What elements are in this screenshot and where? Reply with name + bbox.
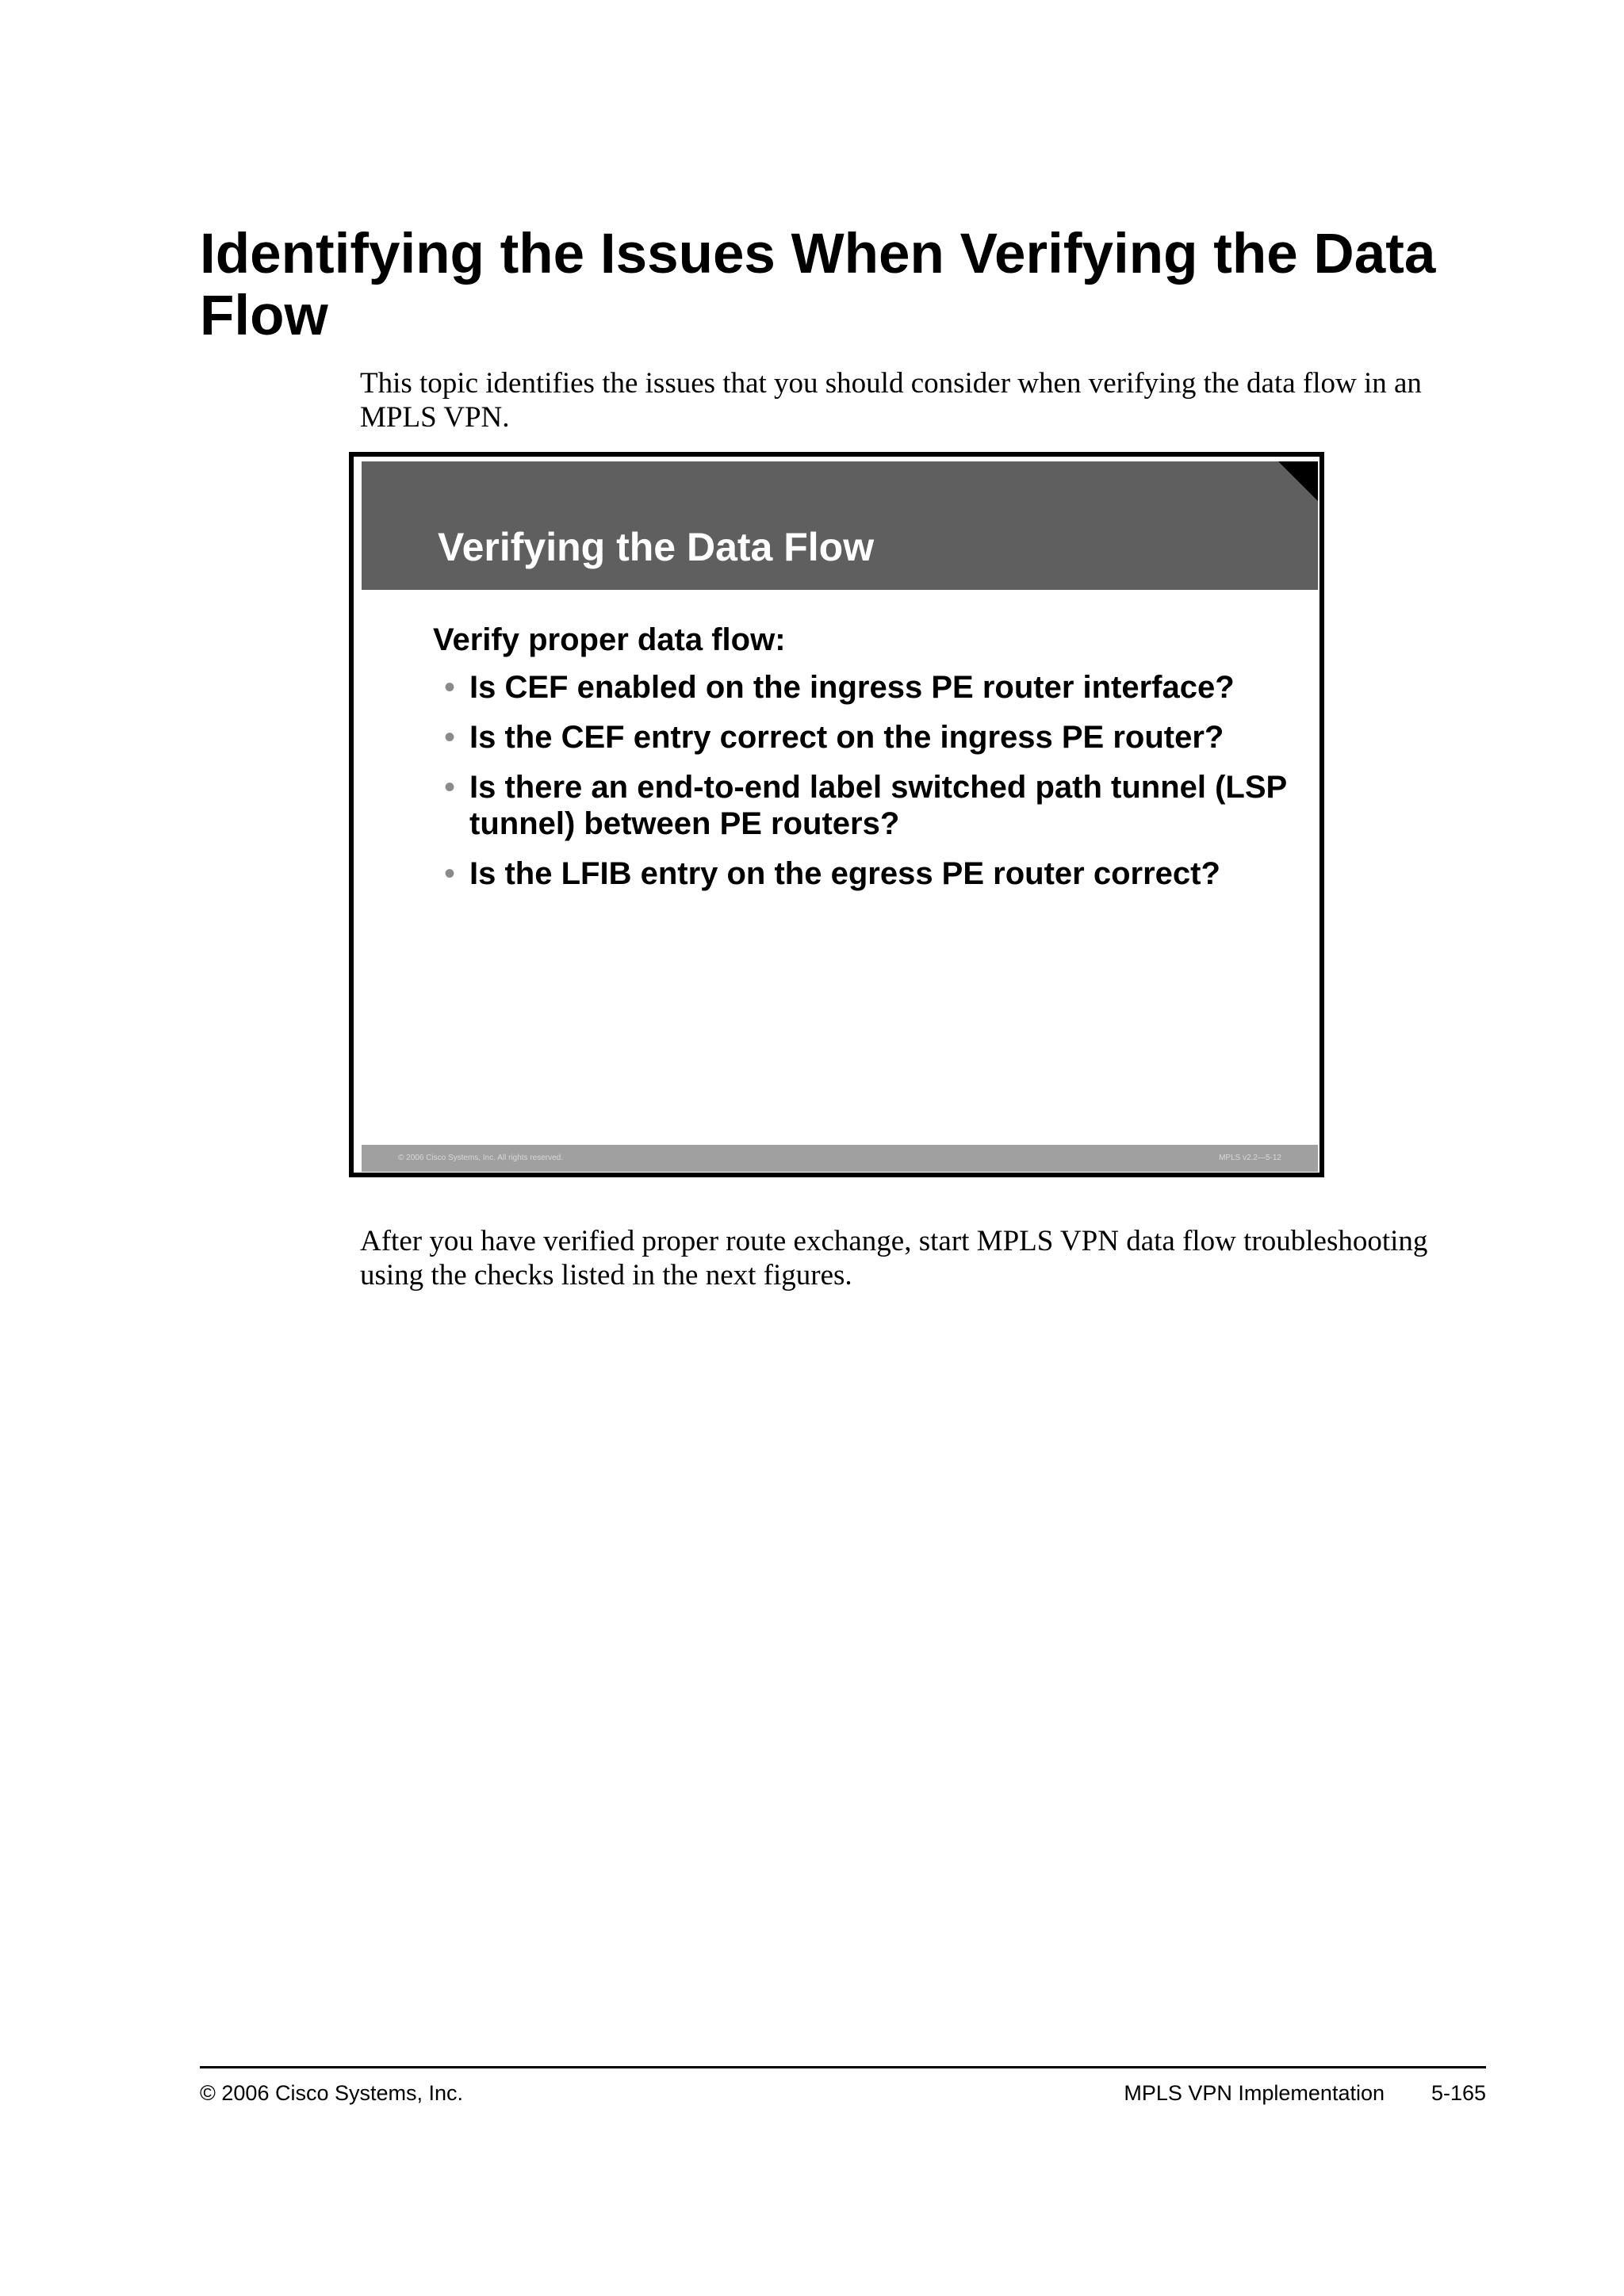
bullet-list xyxy=(433,669,1289,892)
slide-heading: Verify proper data flow: xyxy=(433,622,786,657)
page-title: Identifying the Issues When Verifying the Data Flow xyxy=(200,223,1436,347)
slide-figure xyxy=(349,452,1324,1177)
slide-footer-copyright: © 2006 Cisco Systems, Inc. All rights reserved. xyxy=(398,1154,564,1162)
slide-footer-id: MPLS v2.2—5-12 xyxy=(1219,1154,1281,1162)
bullet-item xyxy=(433,855,1289,892)
outro-paragraph: After you have verified proper route exchange, start MPLS VPN data flow troubleshooting using the checks listed in the next figures. xyxy=(360,1225,1428,1292)
bullet-dot-icon: • xyxy=(444,720,456,755)
slide-body xyxy=(433,622,1289,905)
bullet-item xyxy=(433,719,1289,756)
bullet-text: Is CEF enabled on the ingress PE router interface? xyxy=(469,670,1235,705)
bullet-dot-icon: • xyxy=(444,670,456,705)
bullet-item xyxy=(433,769,1289,842)
slide-corner-marker xyxy=(1278,461,1318,501)
footer-divider xyxy=(200,2066,1486,2068)
footer-book-title: MPLS VPN Implementation xyxy=(1124,2081,1385,2105)
bullet-text: Is the LFIB entry on the egress PE router correct? xyxy=(469,856,1220,891)
bullet-item xyxy=(433,669,1289,706)
bullet-text: Is the CEF entry correct on the ingress PE router? xyxy=(469,720,1224,755)
page-number: 5-165 xyxy=(1431,2081,1486,2105)
footer-copyright: © 2006 Cisco Systems, Inc. xyxy=(200,2081,464,2105)
bullet-dot-icon: • xyxy=(444,770,456,805)
slide-title: Verifying the Data Flow xyxy=(438,525,875,569)
bullet-text: Is there an end-to-end label switched path tunnel (LSP tunnel) between PE routers? xyxy=(469,770,1287,841)
slide-header xyxy=(362,461,1318,590)
bullet-dot-icon: • xyxy=(444,856,456,891)
intro-paragraph: This topic identifies the issues that you should consider when verifying the data flow in an MPLS VPN. xyxy=(360,367,1422,434)
slide-footer xyxy=(362,1145,1318,1172)
page-footer xyxy=(200,2077,1486,2109)
